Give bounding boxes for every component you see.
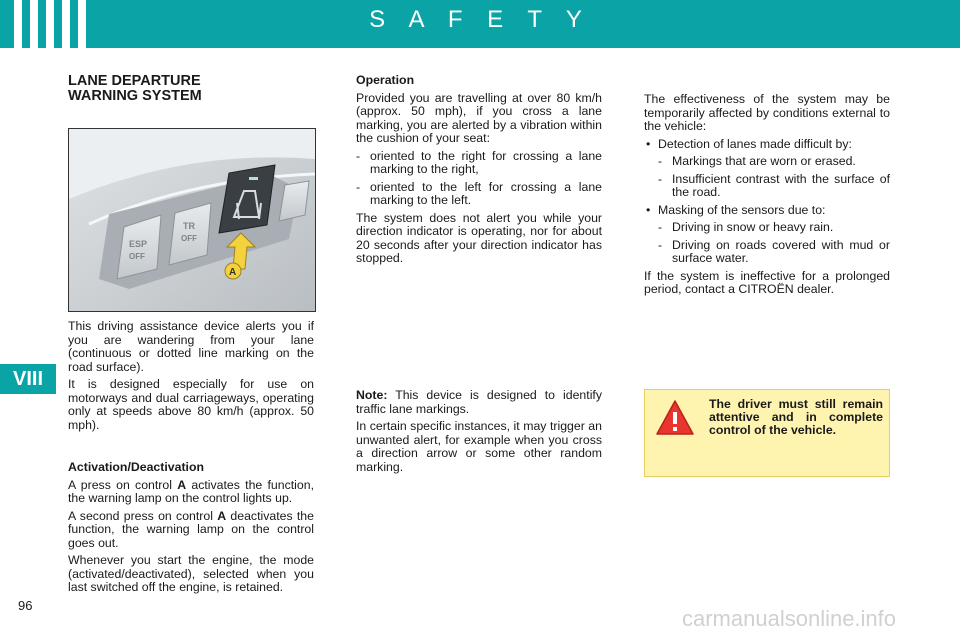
b2-dash1-text: Driving in snow or heavy rain. (672, 220, 834, 234)
sub-dash-item: - Driving on roads covered with mud or surface water. (658, 237, 890, 265)
act2-control: A (217, 508, 227, 523)
warning-text: The driver must still remain attentive and in complete control of the vehicle. (709, 397, 883, 437)
left-intro-block (68, 320, 314, 436)
act2-post: deactivates the function, the warning lamp on the control goes out. (68, 508, 314, 550)
dashboard-image (69, 129, 315, 311)
dash-left-text: oriented to the left for crossing a lane marking to the left. (370, 179, 602, 207)
page-number: 96 (18, 598, 33, 613)
act1-control: A (177, 477, 187, 492)
warning-box (644, 389, 890, 477)
b2-dash2-text: Driving on roads covered with mud or surface water. (672, 237, 890, 265)
b1-dash1-text: Markings that are worn or erased. (672, 154, 856, 168)
callout-label: A (229, 267, 237, 278)
page-header (0, 0, 960, 48)
activation-block (68, 461, 314, 599)
activation-heading: Activation/Deactivation (68, 460, 204, 474)
activation-paragraph-2 (68, 510, 314, 551)
operation-block (356, 74, 602, 270)
dash-right-text: oriented to the right for crossing a lane marking to the right, (370, 148, 602, 176)
note-text: This device is designed to identify traffic lane markings. (356, 388, 602, 416)
warning-triangle-icon (655, 398, 695, 438)
act2-pre: A second press on control (68, 508, 218, 523)
act1-pre: A press on control (68, 477, 178, 492)
watermark: carmanualsonline.info (682, 606, 897, 631)
operation-paragraph: Provided you are travelling at over 80 km/h (approx. 50 mph), if you cross a lane marking, you are alerted by a vibration within the cushion of your seat: (356, 90, 602, 145)
esp-label: ESP (129, 239, 148, 249)
dash-item-left: - oriented to the left for crossing a lane marking to the left. (356, 179, 602, 207)
bullet-item: • Masking of the sensors due to: (646, 202, 826, 217)
sub-dash-item: - Driving in snow or heavy rain. (658, 220, 834, 234)
effectiveness-block (644, 93, 890, 301)
closing-paragraph: If the system is ineffective for a prolonged period, contact a CITROËN dealer. (644, 268, 890, 296)
section-title: S A F E T Y (369, 6, 591, 33)
activation-paragraph-1 (68, 479, 314, 506)
note-label: Note: (356, 388, 388, 402)
trc-label: TR (183, 221, 195, 231)
control-panel-illustration (68, 128, 316, 312)
dash-item-right: - oriented to the right for crossing a lane marking to the right, (356, 148, 602, 176)
note-paragraph (356, 389, 602, 416)
bullet-item: • Detection of lanes made difficult by: (646, 136, 852, 151)
heading-line-2: WARNING SYSTEM (68, 88, 202, 104)
effectiveness-intro: The effectiveness of the system may be temporarily affected by conditions external to the vehicle: (644, 92, 890, 133)
bullet1-text: Detection of lanes made difficult by: (658, 136, 852, 151)
bullet2-text: Masking of the sensors due to: (658, 202, 826, 217)
activation-paragraph-3: Whenever you start the engine, the mode (activated/deactivated), selected when you last switched off the engine, is retained. (68, 553, 314, 594)
trc-off-label: OFF (181, 234, 197, 243)
esp-off-label: OFF (129, 252, 145, 261)
page-heading (68, 74, 314, 104)
left-heading-block (68, 74, 314, 108)
heading-line-1: LANE DEPARTURE (68, 73, 201, 89)
chapter-tab: VIII (0, 364, 56, 394)
operation-heading: Operation (356, 73, 415, 87)
note-block (356, 389, 602, 478)
callout-a-icon (225, 263, 241, 279)
sub-dash-item: - Insufficient contrast with the surface of the road. (658, 171, 890, 199)
intro-paragraph: This driving assistance device alerts you if you are wandering from your lane (continuous or dotted line marking on the road surface). (68, 319, 314, 374)
indicator-paragraph: The system does not alert you while your direction indicator is operating, nor for about 20 seconds after your direction indicator has stopped. (356, 210, 602, 265)
act1-post: activates the function, the warning lamp on the control lights up. (68, 477, 314, 505)
sub-dash-item: - Markings that are worn or erased. (658, 154, 856, 168)
note-paragraph-2: In certain specific instances, it may trigger an unwanted alert, for example when you cross a direction arrow or some other random marking. (356, 419, 602, 474)
b1-dash2-text: Insufficient contrast with the surface of the road. (672, 171, 890, 199)
intro-paragraph-2: It is designed especially for use on motorways and dual carriageways, operating only at speeds above 80 km/h (approx. 50 mph). (68, 377, 314, 432)
